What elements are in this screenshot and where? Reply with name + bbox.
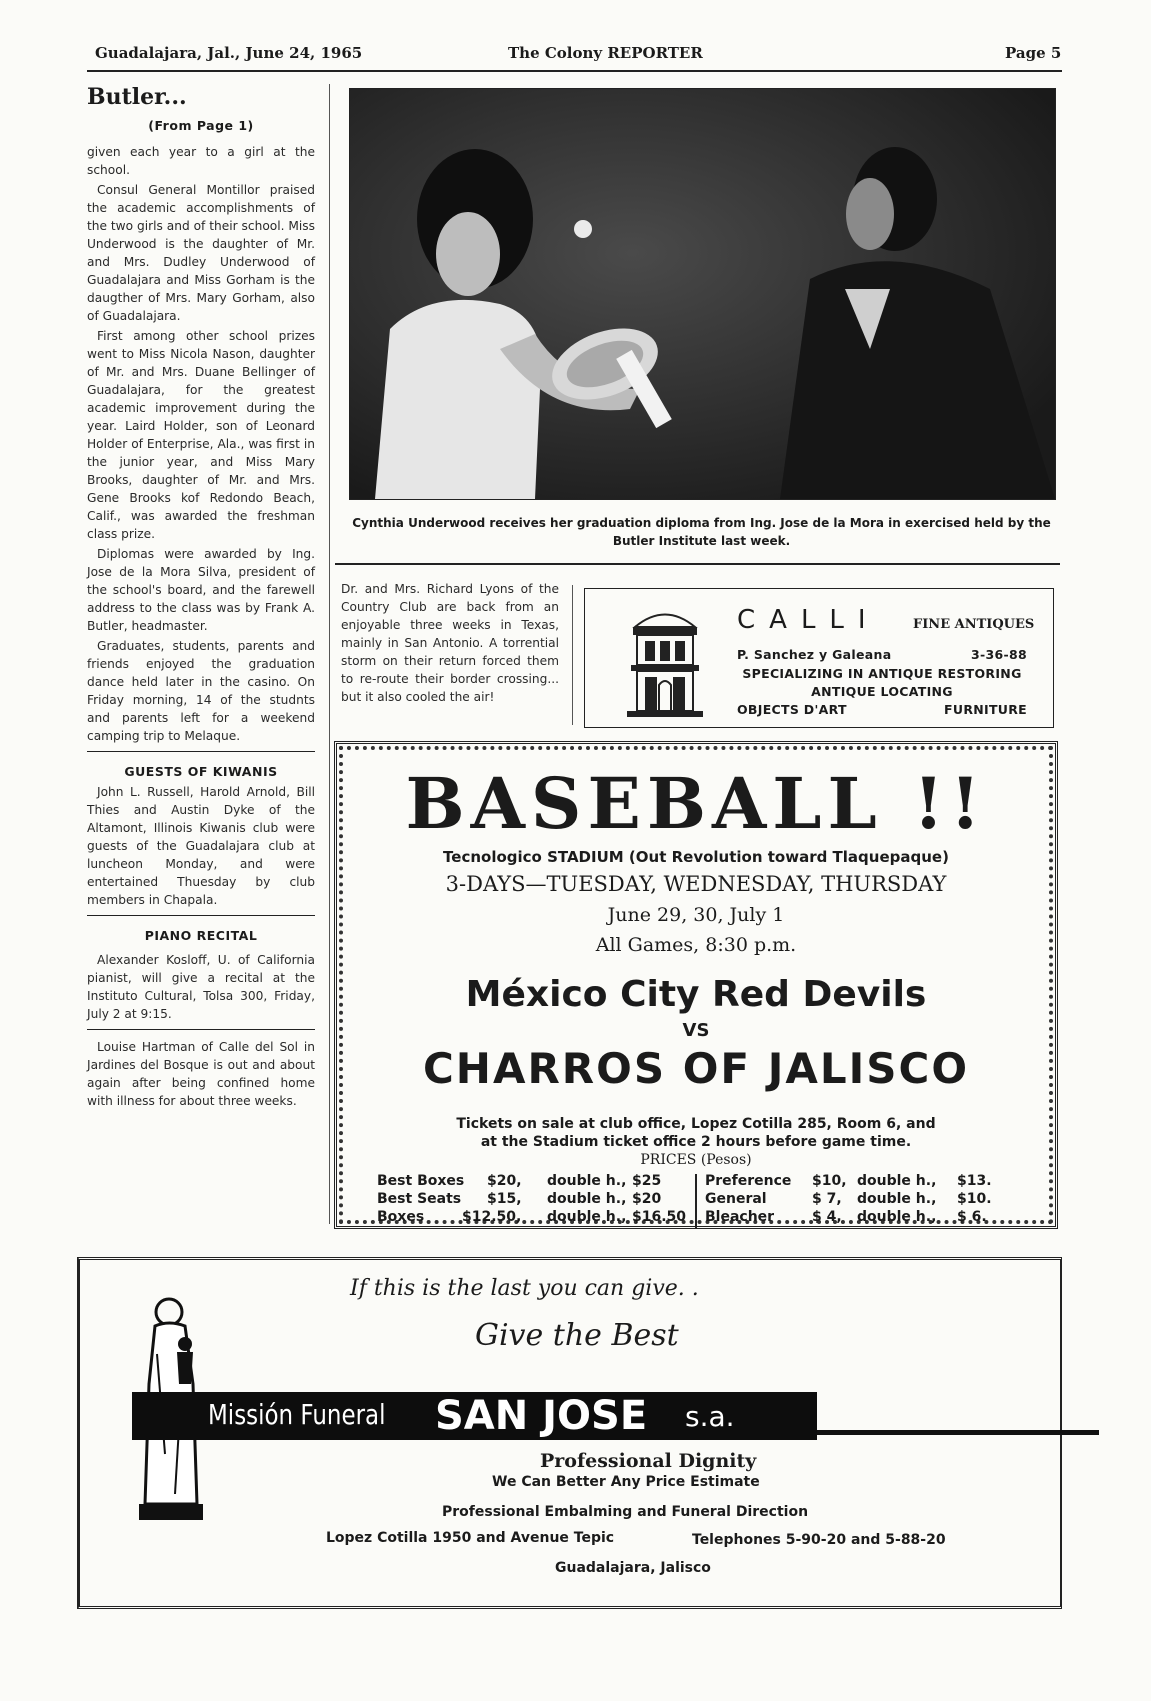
graduation-photo: [349, 88, 1056, 500]
team-red-devils: México City Red Devils: [465, 974, 927, 1015]
price-value: $15,: [487, 1191, 522, 1207]
price-double: $ 6.: [957, 1209, 987, 1225]
calli-ad: [584, 588, 1054, 728]
prices-left: [377, 1172, 687, 1226]
lyons-item: [341, 580, 559, 708]
section-divider: [87, 1029, 315, 1030]
article-paragraph: Consul General Montillor praised the academic accomplishments of the two girls and of their school. Miss Underwood is the daughter of Mr. and Mrs. Dudley Underwood of Guadalajara and Miss Gorham is the daugther of Mrs. Mary Gorham, also of Guadalajara.: [87, 183, 315, 323]
left-column: [87, 84, 315, 1112]
price-value: $12.50,: [462, 1209, 522, 1225]
price-double: $25: [632, 1173, 662, 1189]
article-headline: Butler...: [87, 84, 187, 110]
page-number: Page 5: [1005, 44, 1062, 62]
funeral-banner-tail: [817, 1430, 1099, 1435]
price-value: $10,: [812, 1173, 847, 1189]
funeral-services: Professional Embalming and Funeral Direction: [442, 1504, 809, 1520]
price-seat: General: [705, 1191, 767, 1207]
price-double: $13.: [957, 1173, 992, 1189]
lyons-paragraph: Dr. and Mrs. Richard Lyons of the Country Club are back from an enjoyable three weeks in Texas, mainly in San Antonio. A torrential storm on their return forced them to re-route their border crossing... but it also cooled the air!: [341, 582, 559, 704]
funeral-dignity: Professional Dignity: [540, 1450, 757, 1472]
price-double-label: double h.,: [857, 1173, 937, 1189]
article-paragraph: Graduates, students, parents and friends enjoyed the graduation dance held later in the casino. On Friday morning, 14 of the studnts and parents left for a weekend camping trip to Melaque.: [87, 639, 315, 743]
price-row: [377, 1172, 687, 1190]
calli-owner: P. Sanchez y Galeana: [737, 647, 892, 662]
price-double-label: double h.,: [857, 1191, 937, 1207]
baseball-title: BASEBALL !!: [405, 762, 987, 845]
price-double: $10.: [957, 1191, 992, 1207]
newspaper-name: The Colony REPORTER: [508, 44, 703, 62]
funeral-estimate: We Can Better Any Price Estimate: [492, 1474, 760, 1490]
funeral-banner-suffix: s.a.: [685, 1400, 735, 1433]
price-row: [705, 1172, 1005, 1190]
price-row: [377, 1190, 687, 1208]
calli-owner-line: [737, 647, 1027, 662]
funeral-ad: [77, 1257, 1062, 1609]
kiwanis-paragraph: John L. Russell, Harold Arnold, Bill Thies and Austin Dyke of the Altamont, Illinois Kiwanis club were guests of the Guadalajara club at luncheon Monday, and were entertained Thuesday by club members in Chapala.: [87, 785, 315, 907]
calli-line3: [737, 684, 1027, 699]
section-divider: [87, 915, 315, 916]
funeral-line2: Give the Best: [475, 1318, 679, 1353]
calli-line3-text: ANTIQUE LOCATING: [811, 684, 953, 699]
baseball-days: 3-DAYS—TUESDAY, WEDNESDAY, THURSDAY: [445, 872, 947, 896]
price-double-label: double h.,: [547, 1191, 627, 1207]
section-divider: [87, 751, 315, 752]
tickets-line1: Tickets on sale at club office, Lopez Cotilla 285, Room 6, and: [456, 1116, 936, 1132]
price-double-label: double h.,: [547, 1209, 627, 1225]
calli-objects: OBJECTS D'ART: [737, 702, 847, 717]
versus-label: VS: [682, 1020, 710, 1041]
building-icon: [625, 597, 705, 719]
prices-divider: [695, 1174, 697, 1228]
price-seat: Best Seats: [377, 1191, 462, 1207]
tickets-line2: at the Stadium ticket office 2 hours before game time.: [480, 1134, 912, 1150]
price-seat: Boxes: [377, 1209, 425, 1225]
calli-line4: [737, 702, 1027, 717]
hartman-text: [87, 1038, 315, 1110]
price-seat: Bleacher: [705, 1209, 775, 1225]
price-row: [377, 1208, 687, 1226]
price-value: $20,: [487, 1173, 522, 1189]
funeral-line1: If this is the last you can give. .: [350, 1276, 699, 1301]
calli-phone: 3-36-88: [971, 647, 1027, 662]
price-double: $16.50: [632, 1209, 687, 1225]
kiwanis-text: [87, 783, 315, 909]
calli-line2: [737, 666, 1027, 681]
kiwanis-heading: GUESTS OF KIWANIS: [124, 764, 278, 779]
hartman-paragraph: Louise Hartman of Calle del Sol in Jardines del Bosque is out and about again after being confined home with illness for about three weeks.: [87, 1040, 315, 1108]
price-row: [705, 1208, 1005, 1226]
article-body: [87, 143, 315, 745]
dotted-border-top: [339, 746, 1053, 750]
piano-paragraph: Alexander Kosloff, U. of California pianist, will give a recital at the Instituto Cultural, Tolsa 300, Friday, July 2 at 9:15.: [87, 953, 315, 1021]
photo-rule: [335, 563, 1060, 565]
price-double-label: double h.,: [547, 1173, 627, 1189]
calli-tagline: FINE ANTIQUES: [913, 617, 1035, 632]
calli-name: CALLI: [737, 605, 880, 635]
article-paragraph: Diplomas were awarded by Ing. Jose de la Mora Silva, president of the school's board, and the farewell address to the class was by Frank A. Butler, headmaster.: [87, 547, 315, 633]
calli-furniture: FURNITURE: [944, 702, 1027, 717]
price-seat: Preference: [705, 1173, 792, 1189]
dateline: Guadalajara, Jal., June 24, 1965: [95, 44, 363, 62]
price-double: $20: [632, 1191, 662, 1207]
funeral-city: Guadalajara, Jalisco: [555, 1560, 711, 1576]
calli-line2-text: SPECIALIZING IN ANTIQUE RESTORING: [742, 666, 1022, 681]
price-double-label: double h.,: [857, 1209, 937, 1225]
prices-heading: PRICES (Pesos): [640, 1152, 752, 1168]
baseball-dates: June 29, 30, July 1: [607, 904, 785, 926]
funeral-phones: Telephones 5-90-20 and 5-88-20: [692, 1532, 946, 1548]
funeral-address: Lopez Cotilla 1950 and Avenue Tepic: [326, 1530, 615, 1546]
header-rule: [87, 70, 1062, 72]
article-paragraph: given each year to a girl at the school.: [87, 145, 315, 177]
photo-caption: Cynthia Underwood receives her graduation diploma from Ing. Jose de la Mora in exercised held by the Butler Institute last week.: [352, 516, 1051, 548]
price-value: $ 4,: [812, 1209, 842, 1225]
baseball-venue: Tecnologico STADIUM (Out Revolution toward Tlaquepaque): [443, 848, 949, 866]
price-value: $ 7,: [812, 1191, 842, 1207]
price-seat: Best Boxes: [377, 1173, 465, 1189]
piano-text: [87, 951, 315, 1023]
baseball-ad: [334, 741, 1058, 1229]
prices-right: [705, 1172, 1005, 1226]
piano-heading: PIANO RECITAL: [144, 928, 258, 943]
jump-line: (From Page 1): [148, 118, 254, 133]
column-rule: [572, 585, 573, 725]
team-charros: CHARROS OF JALISCO: [422, 1044, 970, 1093]
funeral-banner-name: SAN JOSE: [435, 1393, 648, 1439]
baseball-time: All Games, 8:30 p.m.: [595, 934, 797, 956]
column-rule: [329, 84, 330, 1224]
funeral-banner-left: Missión Funeral: [208, 1398, 386, 1431]
graduation-photo-figures: [350, 89, 1055, 499]
article-paragraph: First among other school prizes went to Miss Nicola Nason, daughter of Mr. and Mrs. Duane Bellinger of Guadalajara, for the greatest academic improvement during the year. Laird Holder, son of Leonard Holder of Enterprise, Ala., was first in the junior year, and Miss Mary Brooks, daughter of Mr. and Mrs. Gene Brooks kof Redondo Beach, Calif., was awarded the freshman class prize.: [87, 329, 315, 541]
price-row: [705, 1190, 1005, 1208]
